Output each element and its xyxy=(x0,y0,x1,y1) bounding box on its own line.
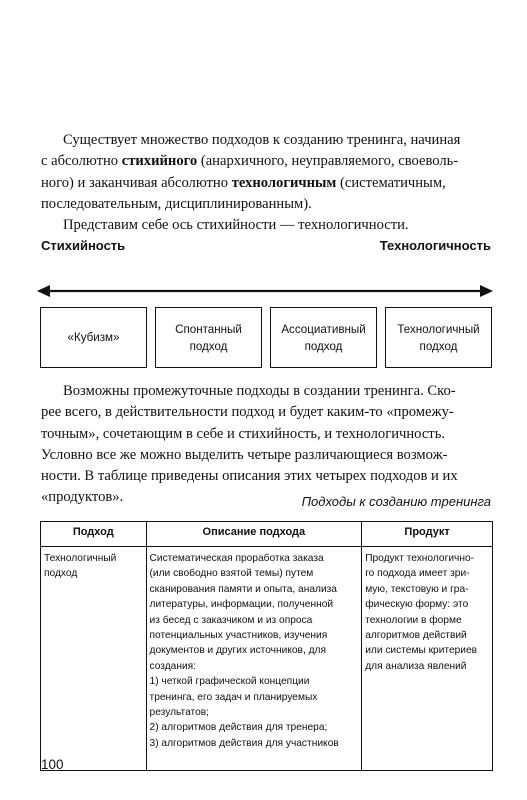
table-row xyxy=(41,547,493,771)
cell-line: потенциальных участников, изучения xyxy=(149,630,328,642)
intro-line-3a: ного) и заканчивая абсолютно xyxy=(41,174,232,191)
cell-line: или системы критериев xyxy=(365,645,478,657)
table-caption: Подходы к созданию тренинга xyxy=(301,494,491,509)
approach-box-sublabel: подход xyxy=(189,339,228,353)
header-description: Описание подхода xyxy=(146,522,362,547)
intro-paragraph xyxy=(41,130,493,236)
body-line-5: ности. В таблице приведены описания этих четырех подходов и их xyxy=(41,468,458,485)
body-paragraph xyxy=(41,381,493,509)
approach-box-sublabel: подход xyxy=(419,339,458,353)
approach-box-label: Технологичный xyxy=(397,322,480,336)
cell-line: Технологичный xyxy=(44,553,117,564)
header-product: Продукт xyxy=(362,522,493,547)
cell-line: сканирования памяти и опыта, анализа xyxy=(149,583,337,595)
cell-line: 3) алгоритмов действия для участников xyxy=(149,737,339,749)
body-line-1: Возможны промежуточные подходы в создании тренинга. Ско- xyxy=(63,383,456,399)
intro-bold-technological: технологичным xyxy=(231,174,337,191)
cell-line: алгоритмов действий xyxy=(365,630,467,642)
cell-line: 2) алгоритмов действия для тренера; xyxy=(149,722,328,734)
intro-line-5: Представим себе ось стихийности — технологичности. xyxy=(63,217,409,234)
cell-line: Продукт технологично- xyxy=(365,553,475,564)
body-line-2: рее всего, в действительности подход и будет каким-то «промежу- xyxy=(41,404,454,421)
page-number: 100 xyxy=(41,757,64,772)
cell-line: литературы, информации, полученной xyxy=(149,599,334,611)
approach-box-technological xyxy=(385,307,492,368)
cell-line: из бесед с заказчиком и из опроса xyxy=(149,614,313,626)
body-line-3: точным», сочетающим в себе и стихийность, и технологичность. xyxy=(41,425,445,442)
table-header-row xyxy=(41,522,493,547)
approach-box-spontaneous xyxy=(155,307,262,368)
intro-line-3b: (систематичным, xyxy=(336,174,446,191)
body-line-4: Условно все же можно выделить четыре различающиеся возмож- xyxy=(41,446,448,463)
cell-line: мую, текстовую и гра- xyxy=(365,583,469,595)
approach-box-label: Ассоциативный xyxy=(281,322,366,336)
cell-approach xyxy=(41,547,147,771)
cell-line: Систематическая проработка заказа xyxy=(149,553,324,564)
approach-box-label: Спонтанный xyxy=(175,322,242,336)
axis-right-label: Технологичность xyxy=(379,238,491,253)
intro-line-4: последовательным, дисциплинированным). xyxy=(41,195,312,212)
intro-line-2b: (анархичного, неуправляемого, своеволь- xyxy=(197,153,459,170)
intro-line-1: Существует множество подходов к созданию тренинга, начиная xyxy=(63,132,461,148)
cell-line: технологии в форме xyxy=(365,614,462,626)
cell-line: создания: xyxy=(149,660,197,672)
cell-description xyxy=(146,547,362,771)
intro-line-2a: с абсолютно xyxy=(41,153,122,170)
axis-arrow xyxy=(37,282,493,300)
cell-line: результатов; xyxy=(149,707,209,719)
axis-arrowhead-left xyxy=(37,285,50,297)
cell-line: для анализа явлений xyxy=(365,660,467,672)
approaches-table xyxy=(40,521,493,771)
approach-box-label: «Кубизм» xyxy=(67,331,120,344)
axis-left-label: Стихийность xyxy=(41,238,126,253)
cell-line: го подхода имеет зри- xyxy=(365,568,470,580)
cell-product xyxy=(362,547,493,771)
axis-arrowhead-right xyxy=(480,285,493,297)
cell-line: (или свободно взятой темы) путем xyxy=(149,568,314,580)
body-line-6: «продуктов». xyxy=(41,489,124,506)
cell-line: тренинга, его задач и планируемых xyxy=(149,691,318,703)
approach-box-associative xyxy=(270,307,377,368)
header-approach: Подход xyxy=(41,522,147,547)
cell-line: фическую форму: это xyxy=(365,599,469,611)
approach-box-sublabel: подход xyxy=(304,339,343,353)
cell-line: подход xyxy=(44,568,78,580)
cell-line: документов и других источников, для xyxy=(149,645,327,657)
approach-box-cubism xyxy=(40,307,147,368)
intro-bold-spontaneous: стихийного xyxy=(121,153,198,170)
cell-line: 1) четкой графической концепции xyxy=(149,676,310,688)
